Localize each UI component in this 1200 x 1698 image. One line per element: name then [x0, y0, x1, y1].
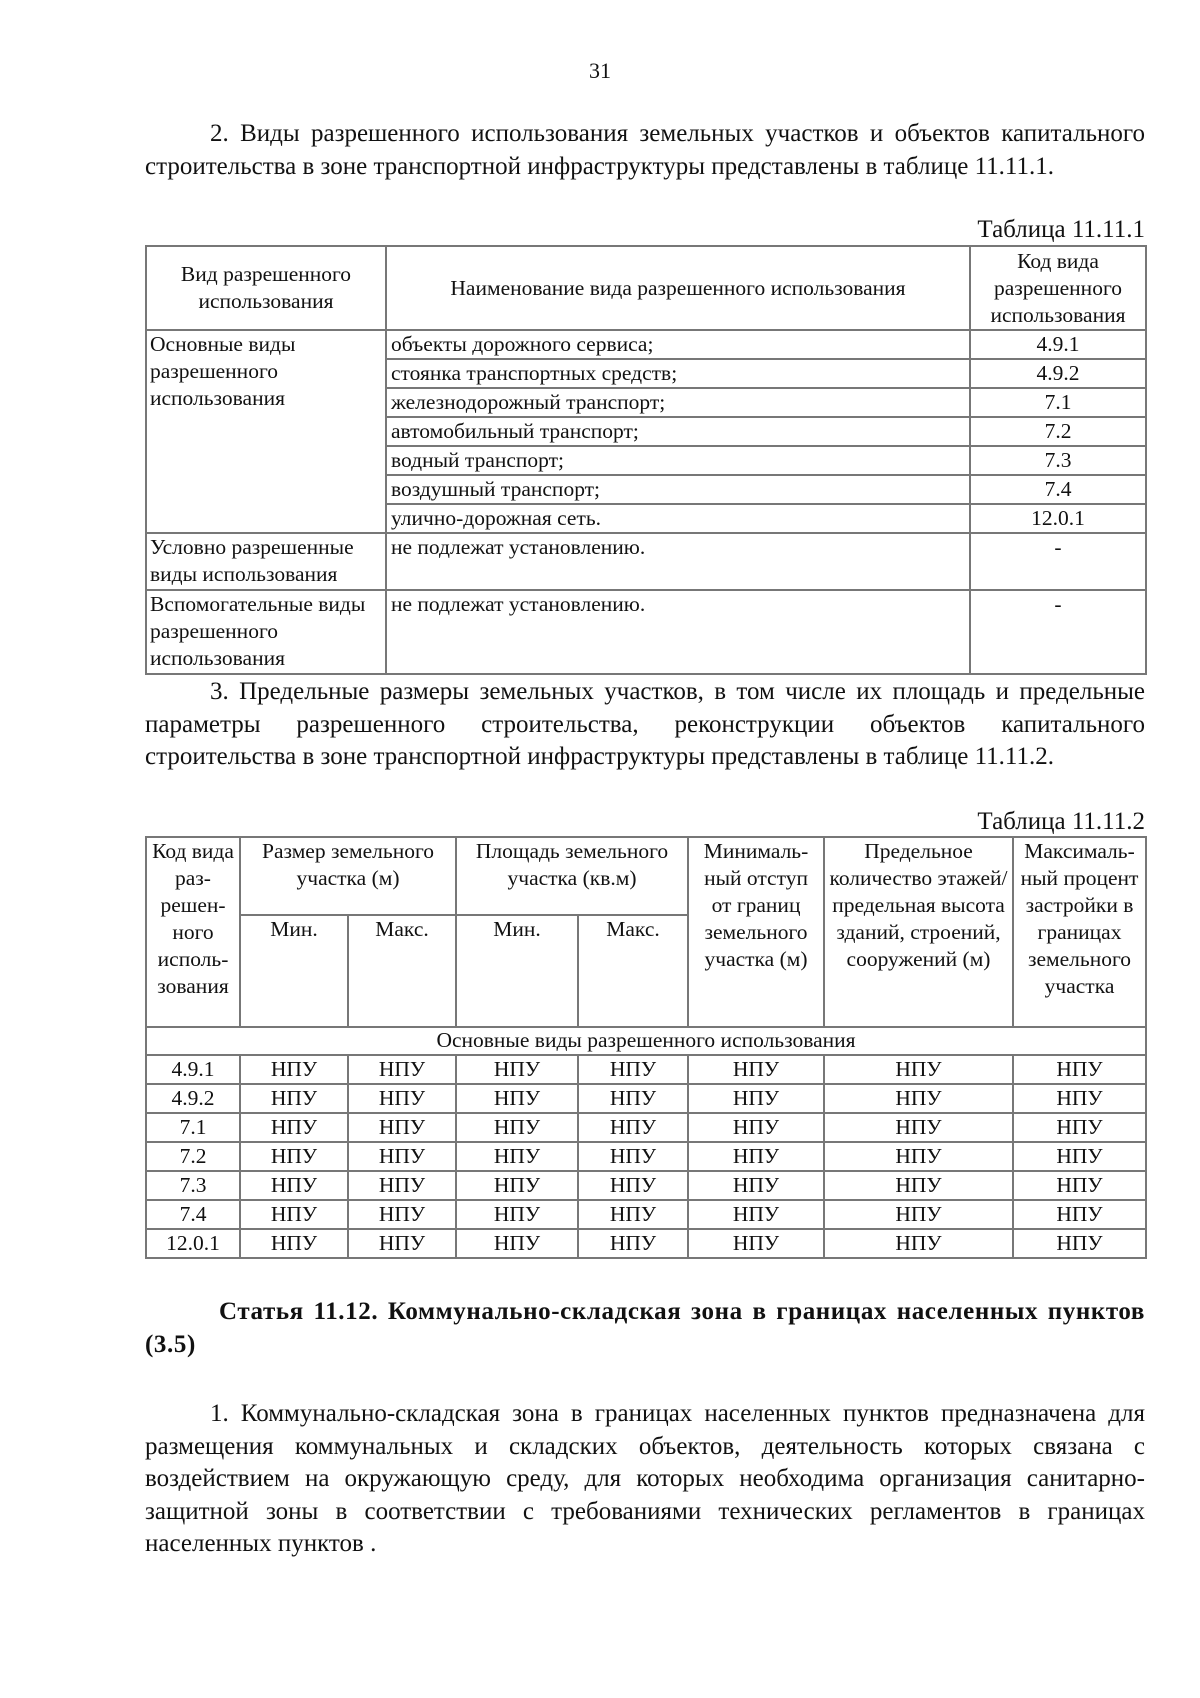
- value-cell: НПУ: [1013, 1113, 1146, 1142]
- value-cell: НПУ: [456, 1113, 578, 1142]
- value-cell: НПУ: [578, 1084, 688, 1113]
- value-cell: НПУ: [688, 1200, 824, 1229]
- use-code-cell: 4.9.1: [970, 330, 1146, 359]
- table-row: [146, 1084, 1146, 1113]
- table-header-row: [146, 246, 1146, 330]
- use-name-cell: водный транспорт;: [386, 446, 970, 475]
- paragraph-article-1: 1. Коммунально-складская зона в границах населенных пунктов предназначена для размещения коммунальных и складских объектов, деятельность которых связана с воздействием на окружающую среду, для которых необходима организация санитарно-защитной зоны в соответствии с требованиями технических регламентов в границах населенных пунктов .: [145, 1400, 1145, 1557]
- use-code-cell: 4.9.2: [970, 359, 1146, 388]
- header-cell: Предельное количество этажей/ предельная высота зданий, строений, сооружений (м): [824, 837, 1013, 1027]
- value-cell: НПУ: [240, 1229, 348, 1258]
- value-cell: НПУ: [688, 1055, 824, 1084]
- use-name-cell: железнодорожный транспорт;: [386, 388, 970, 417]
- table-11-11-1-caption: Таблица 11.11.1: [977, 216, 1145, 243]
- use-code-cell: 12.0.1: [970, 504, 1146, 533]
- header-cell: Площадь земельного участка (кв.м): [456, 837, 688, 915]
- use-code-cell: 7.1: [970, 388, 1146, 417]
- code-cell: 4.9.1: [146, 1055, 240, 1084]
- paragraph-3: 3. Предельные размеры земельных участков, в том числе их площадь и предельные параметры разрешенного строительства, реконструкции объектов капитального строительства в зоне транспортной инфраструктуры представлены в таблице 11.11.2.: [145, 678, 1145, 770]
- value-cell: НПУ: [824, 1113, 1013, 1142]
- use-name-cell: улично-дорожная сеть.: [386, 504, 970, 533]
- table-body: [146, 1055, 1146, 1258]
- use-code-cell: -: [970, 533, 1146, 590]
- table-row: [146, 533, 1146, 590]
- table-row: [146, 590, 1146, 674]
- table-row: [146, 1171, 1146, 1200]
- use-name-cell: воздушный транспорт;: [386, 475, 970, 504]
- value-cell: НПУ: [578, 1055, 688, 1084]
- use-code-cell: 7.2: [970, 417, 1146, 446]
- table-row: [146, 1113, 1146, 1142]
- value-cell: НПУ: [578, 1113, 688, 1142]
- table-row: [146, 1229, 1146, 1258]
- table-row: [146, 1055, 1146, 1084]
- use-code-cell: 7.3: [970, 446, 1146, 475]
- value-cell: НПУ: [456, 1229, 578, 1258]
- code-cell: 7.4: [146, 1200, 240, 1229]
- code-cell: 4.9.2: [146, 1084, 240, 1113]
- header-cell: Наименование вида разрешенного использования: [386, 246, 970, 330]
- value-cell: НПУ: [240, 1200, 348, 1229]
- table-11-11-2-caption: Таблица 11.11.2: [977, 808, 1145, 835]
- code-cell: 7.2: [146, 1142, 240, 1171]
- value-cell: НПУ: [240, 1142, 348, 1171]
- value-cell: НПУ: [824, 1142, 1013, 1171]
- value-cell: НПУ: [578, 1229, 688, 1258]
- value-cell: НПУ: [824, 1229, 1013, 1258]
- use-name-cell: стоянка транспортных средств;: [386, 359, 970, 388]
- value-cell: НПУ: [824, 1084, 1013, 1113]
- table-row: [146, 330, 1146, 359]
- value-cell: НПУ: [824, 1171, 1013, 1200]
- header-cell: Код вида разрешенного использования: [970, 246, 1146, 330]
- value-cell: НПУ: [456, 1055, 578, 1084]
- use-code-cell: -: [970, 590, 1146, 674]
- value-cell: НПУ: [348, 1084, 456, 1113]
- value-cell: НПУ: [240, 1055, 348, 1084]
- value-cell: НПУ: [824, 1200, 1013, 1229]
- page-number: 31: [589, 58, 611, 83]
- value-cell: НПУ: [348, 1229, 456, 1258]
- code-cell: 7.3: [146, 1171, 240, 1200]
- use-name-cell: объекты дорожного сервиса;: [386, 330, 970, 359]
- header-cell: Максималь-ный процент застройки в границах земельного участка: [1013, 837, 1146, 1027]
- header-cell: Минималь-ный отступ от границ земельного участка (м): [688, 837, 824, 1027]
- value-cell: НПУ: [1013, 1055, 1146, 1084]
- value-cell: НПУ: [688, 1084, 824, 1113]
- value-cell: НПУ: [240, 1171, 348, 1200]
- table-row: [146, 1142, 1146, 1171]
- value-cell: НПУ: [348, 1142, 456, 1171]
- header-cell: Мин.: [240, 915, 348, 1027]
- value-cell: НПУ: [240, 1084, 348, 1113]
- value-cell: НПУ: [688, 1229, 824, 1258]
- value-cell: НПУ: [456, 1142, 578, 1171]
- article-heading: Статья 11.12. Коммунально-складская зона в границах населенных пунктов (3.5): [145, 1298, 1145, 1358]
- category-cell: Вспомогательные виды разрешенного использования: [146, 590, 386, 674]
- value-cell: НПУ: [688, 1142, 824, 1171]
- value-cell: НПУ: [348, 1200, 456, 1229]
- use-name-cell: не подлежат установлению.: [386, 533, 970, 590]
- value-cell: НПУ: [578, 1171, 688, 1200]
- value-cell: НПУ: [688, 1113, 824, 1142]
- code-cell: 7.1: [146, 1113, 240, 1142]
- section-row: [146, 1027, 1146, 1055]
- header-cell: Код вида раз-решен-ного исполь-зования: [146, 837, 240, 1027]
- value-cell: НПУ: [1013, 1200, 1146, 1229]
- header-cell: Макс.: [348, 915, 456, 1027]
- use-code-cell: 7.4: [970, 475, 1146, 504]
- use-name-cell: автомобильный транспорт;: [386, 417, 970, 446]
- table-row: [146, 1200, 1146, 1229]
- value-cell: НПУ: [348, 1171, 456, 1200]
- value-cell: НПУ: [688, 1171, 824, 1200]
- value-cell: НПУ: [578, 1200, 688, 1229]
- value-cell: НПУ: [456, 1171, 578, 1200]
- paragraph-2: 2. Виды разрешенного использования земельных участков и объектов капитального строительства в зоне транспортной инфраструктуры представлены в таблице 11.11.1.: [145, 120, 1145, 180]
- section-label: Основные виды разрешенного использования: [146, 1027, 1146, 1055]
- table-11-11-1: [145, 245, 1147, 675]
- table-11-11-2: [145, 836, 1147, 1259]
- value-cell: НПУ: [1013, 1229, 1146, 1258]
- header-cell: Мин.: [456, 915, 578, 1027]
- table-header-row: [146, 837, 1146, 915]
- category-cell: Основные виды разрешенного использования: [146, 330, 386, 533]
- value-cell: НПУ: [348, 1055, 456, 1084]
- value-cell: НПУ: [348, 1113, 456, 1142]
- value-cell: НПУ: [824, 1055, 1013, 1084]
- category-cell: Условно разрешенные виды использования: [146, 533, 386, 590]
- value-cell: НПУ: [578, 1142, 688, 1171]
- value-cell: НПУ: [1013, 1084, 1146, 1113]
- use-name-cell: не подлежат установлению.: [386, 590, 970, 674]
- header-cell: Размер земельного участка (м): [240, 837, 456, 915]
- value-cell: НПУ: [456, 1084, 578, 1113]
- value-cell: НПУ: [1013, 1171, 1146, 1200]
- header-cell: Макс.: [578, 915, 688, 1027]
- value-cell: НПУ: [456, 1200, 578, 1229]
- value-cell: НПУ: [1013, 1142, 1146, 1171]
- code-cell: 12.0.1: [146, 1229, 240, 1258]
- value-cell: НПУ: [240, 1113, 348, 1142]
- header-cell: Вид разрешенного использования: [146, 246, 386, 330]
